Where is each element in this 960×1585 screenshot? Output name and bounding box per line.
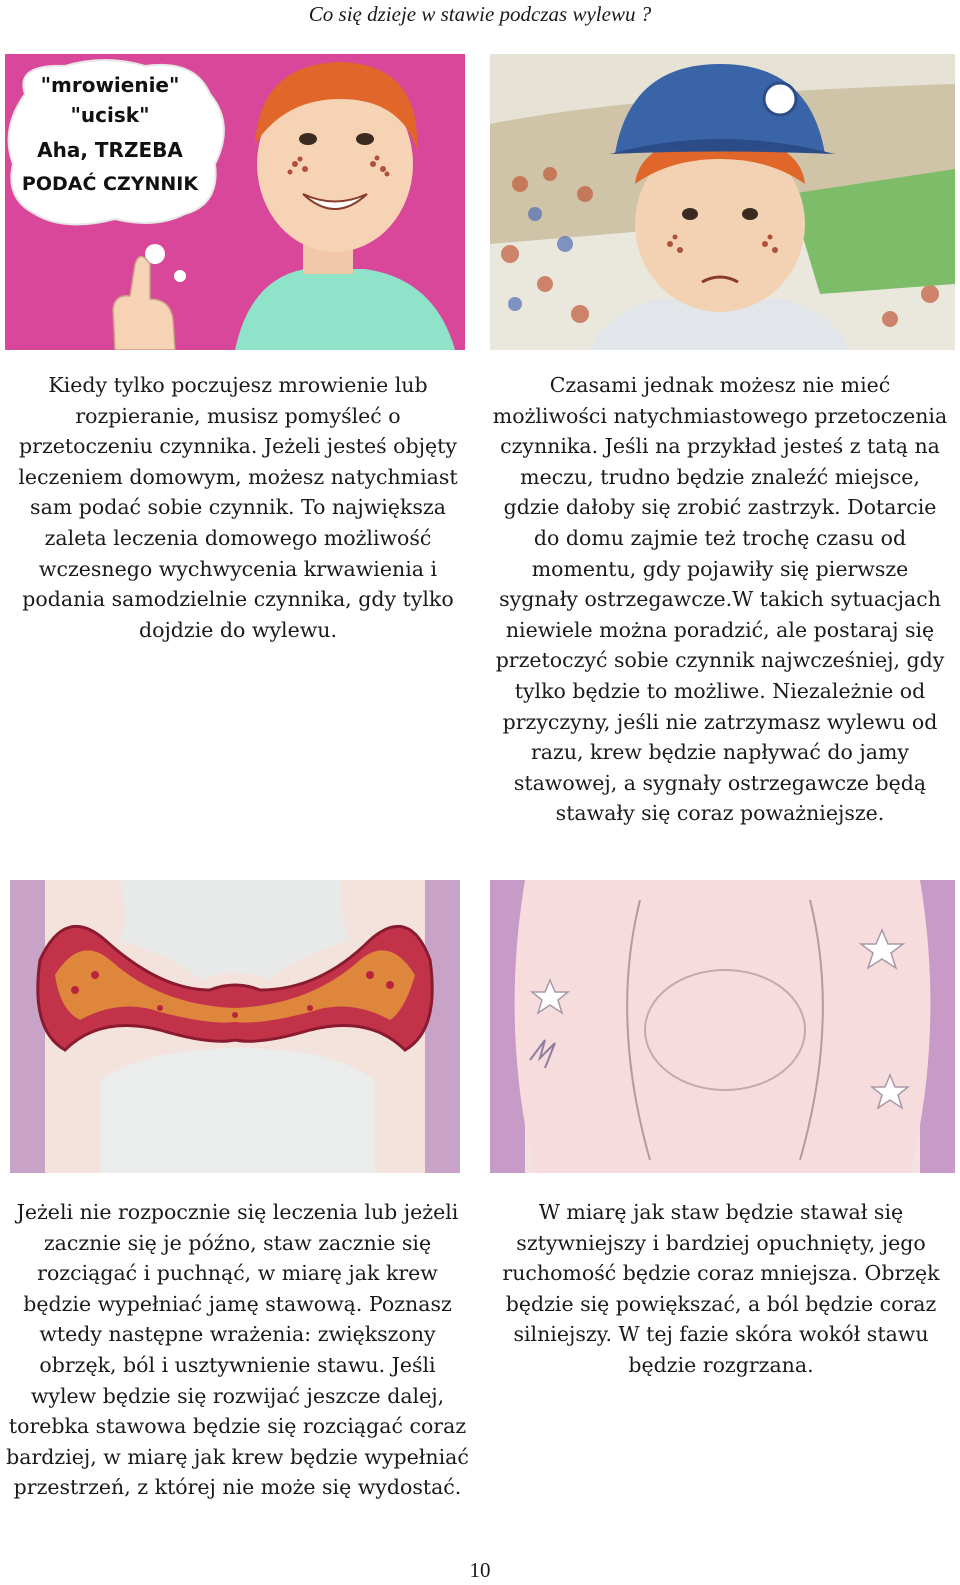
paragraph-joint-swelling: Jeżeli nie rozpocznie się leczenia lub jeżeli zacznie się je późno, staw zacznie się rozciągać i puchnąć, w miarę jak krew będzie wypełniać jamę stawową. Poznasz wtedy następne wrażenia: zwiększony obrzęk, ból i usztywnienie stawu. Jeśli wylew będzie się rozwijać jeszcze dalej, torebka stawowa będzie się rozciągać coraz bardziej, w miarę jak krew będzie wypełniać przestrzeń, z której nie może się wydostać.: [6, 1200, 469, 1500]
page-number: 10: [469, 1558, 491, 1582]
illustration-boy-thinking: [5, 54, 465, 350]
bubble-line-2: "ucisk": [70, 103, 150, 127]
bubble-line-3: Aha, TRZEBA: [37, 138, 183, 162]
illustration-swollen-knee: [490, 880, 955, 1173]
page-header: Co się dzieje w stawie podczas wylewu ?: [308, 2, 652, 26]
bubble-line-1: "mrowienie": [40, 73, 180, 97]
paragraph-delayed-treatment: Czasami jednak możesz nie mieć możliwości natychmiastowego przetoczenia czynnika. Jeśli na przykład jesteś z tatą na meczu, trudno będzie znaleźć miejsce, gdzie dałoby się zrobić zastrzyk. Dotarcie do domu zajmie też trochę czasu od momentu, gdy pojawiły się pierwsze sygnały ostrzegawcze.W takich sytuacjach niewiele można poradzić, ale postaraj się przetoczyć sobie czynnik najwcześniej, gdy tylko będzie to możliwe. Niezależnie od przyczyny, jeśli nie zatrzymasz wylewu od razu, krew będzie napływać do jamy stawowej, a sygnały ostrzegawcze będą stawały się coraz poważniejsze.: [492, 373, 948, 826]
paragraph-early-treatment: Kiedy tylko poczujesz mrowienie lub rozpieranie, musisz pomyśleć o przetoczeniu czynnika. Jeżeli jesteś objęty leczeniem domowym, możesz natychmiast sam podać sobie czynnik. To największa zaleta leczenia domowego możliwość wczesnego wychwycenia krwawienia i podania samodzielnie czynnika, gdy tylko dojdzie do wylewu.: [18, 373, 458, 642]
illustration-boy-stadium: [490, 54, 955, 350]
paragraph-joint-stiffness: W miarę jak staw będzie stawał się sztywniejszy i bardziej opuchnięty, jego ruchomość będzie coraz mniejsza. Obrzęk będzie się powiększać, a ból będzie coraz silniejszy. W tej fazie skóra wokół stawu będzie rozgrzana.: [502, 1200, 940, 1377]
illustration-joint-bleeding: [10, 880, 460, 1173]
bubble-line-4: PODAĆ CZYNNIK: [21, 173, 199, 195]
